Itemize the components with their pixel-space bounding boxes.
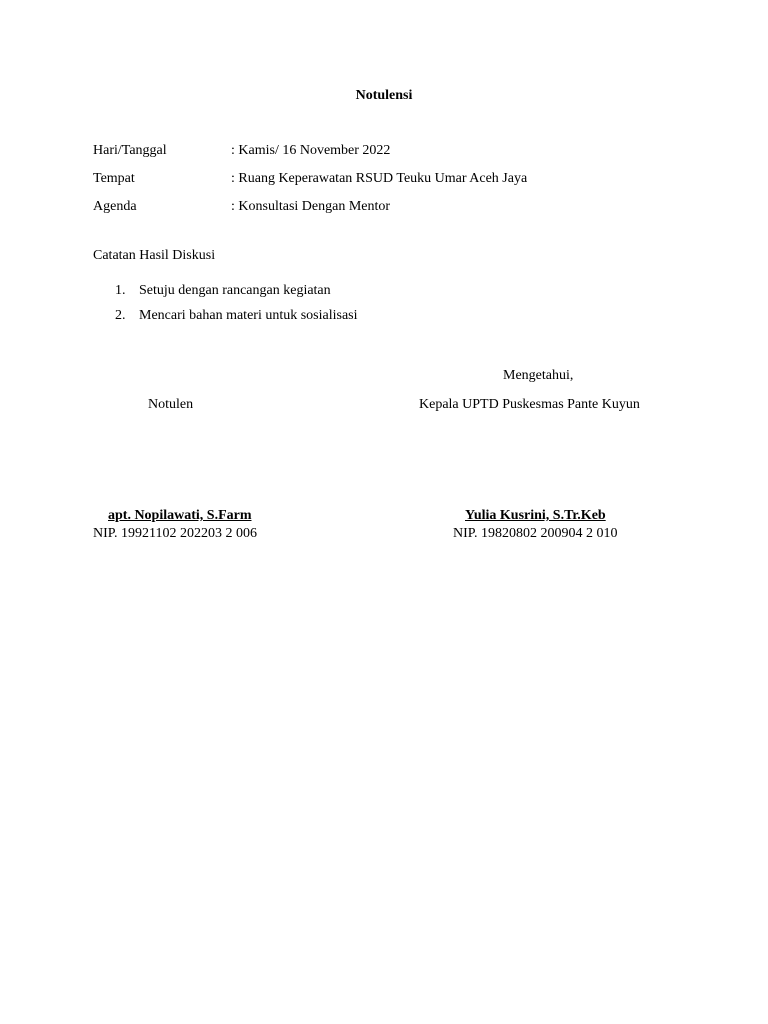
notes-heading: Catatan Hasil Diskusi [93, 248, 216, 263]
list-item-number: 2. [115, 308, 126, 323]
field-label-date: Hari/Tanggal [93, 143, 167, 158]
field-value-place: : Ruang Keperawatan RSUD Teuku Umar Aceh Jaya [231, 171, 528, 186]
field-value-agenda: : Konsultasi Dengan Mentor [231, 199, 391, 214]
signatory-right-role: Kepala UPTD Puskesmas Pante Kuyun [419, 397, 640, 412]
acknowledgement-label: Mengetahui, [503, 368, 574, 383]
list-item [115, 283, 331, 299]
signatory-right-nip: NIP. 19820802 200904 2 010 [453, 526, 618, 541]
field-label-agenda: Agenda [93, 199, 137, 214]
signatory-left-nip: NIP. 19921102 202203 2 006 [93, 526, 257, 541]
list-item-number: 1. [115, 283, 126, 298]
field-value-date: : Kamis/ 16 November 2022 [231, 143, 391, 158]
list-item [115, 308, 358, 324]
signatory-right-name: Yulia Kusrini, S.Tr.Keb [465, 508, 606, 523]
list-item-text: Mencari bahan materi untuk sosialisasi [139, 308, 358, 323]
field-label-place: Tempat [93, 171, 135, 186]
signatory-left-role: Notulen [148, 397, 194, 412]
document-title: Notulensi [355, 88, 413, 103]
list-item-text: Setuju dengan rancangan kegiatan [139, 283, 331, 298]
signatory-left-name: apt. Nopilawati, S.Farm [108, 508, 252, 523]
